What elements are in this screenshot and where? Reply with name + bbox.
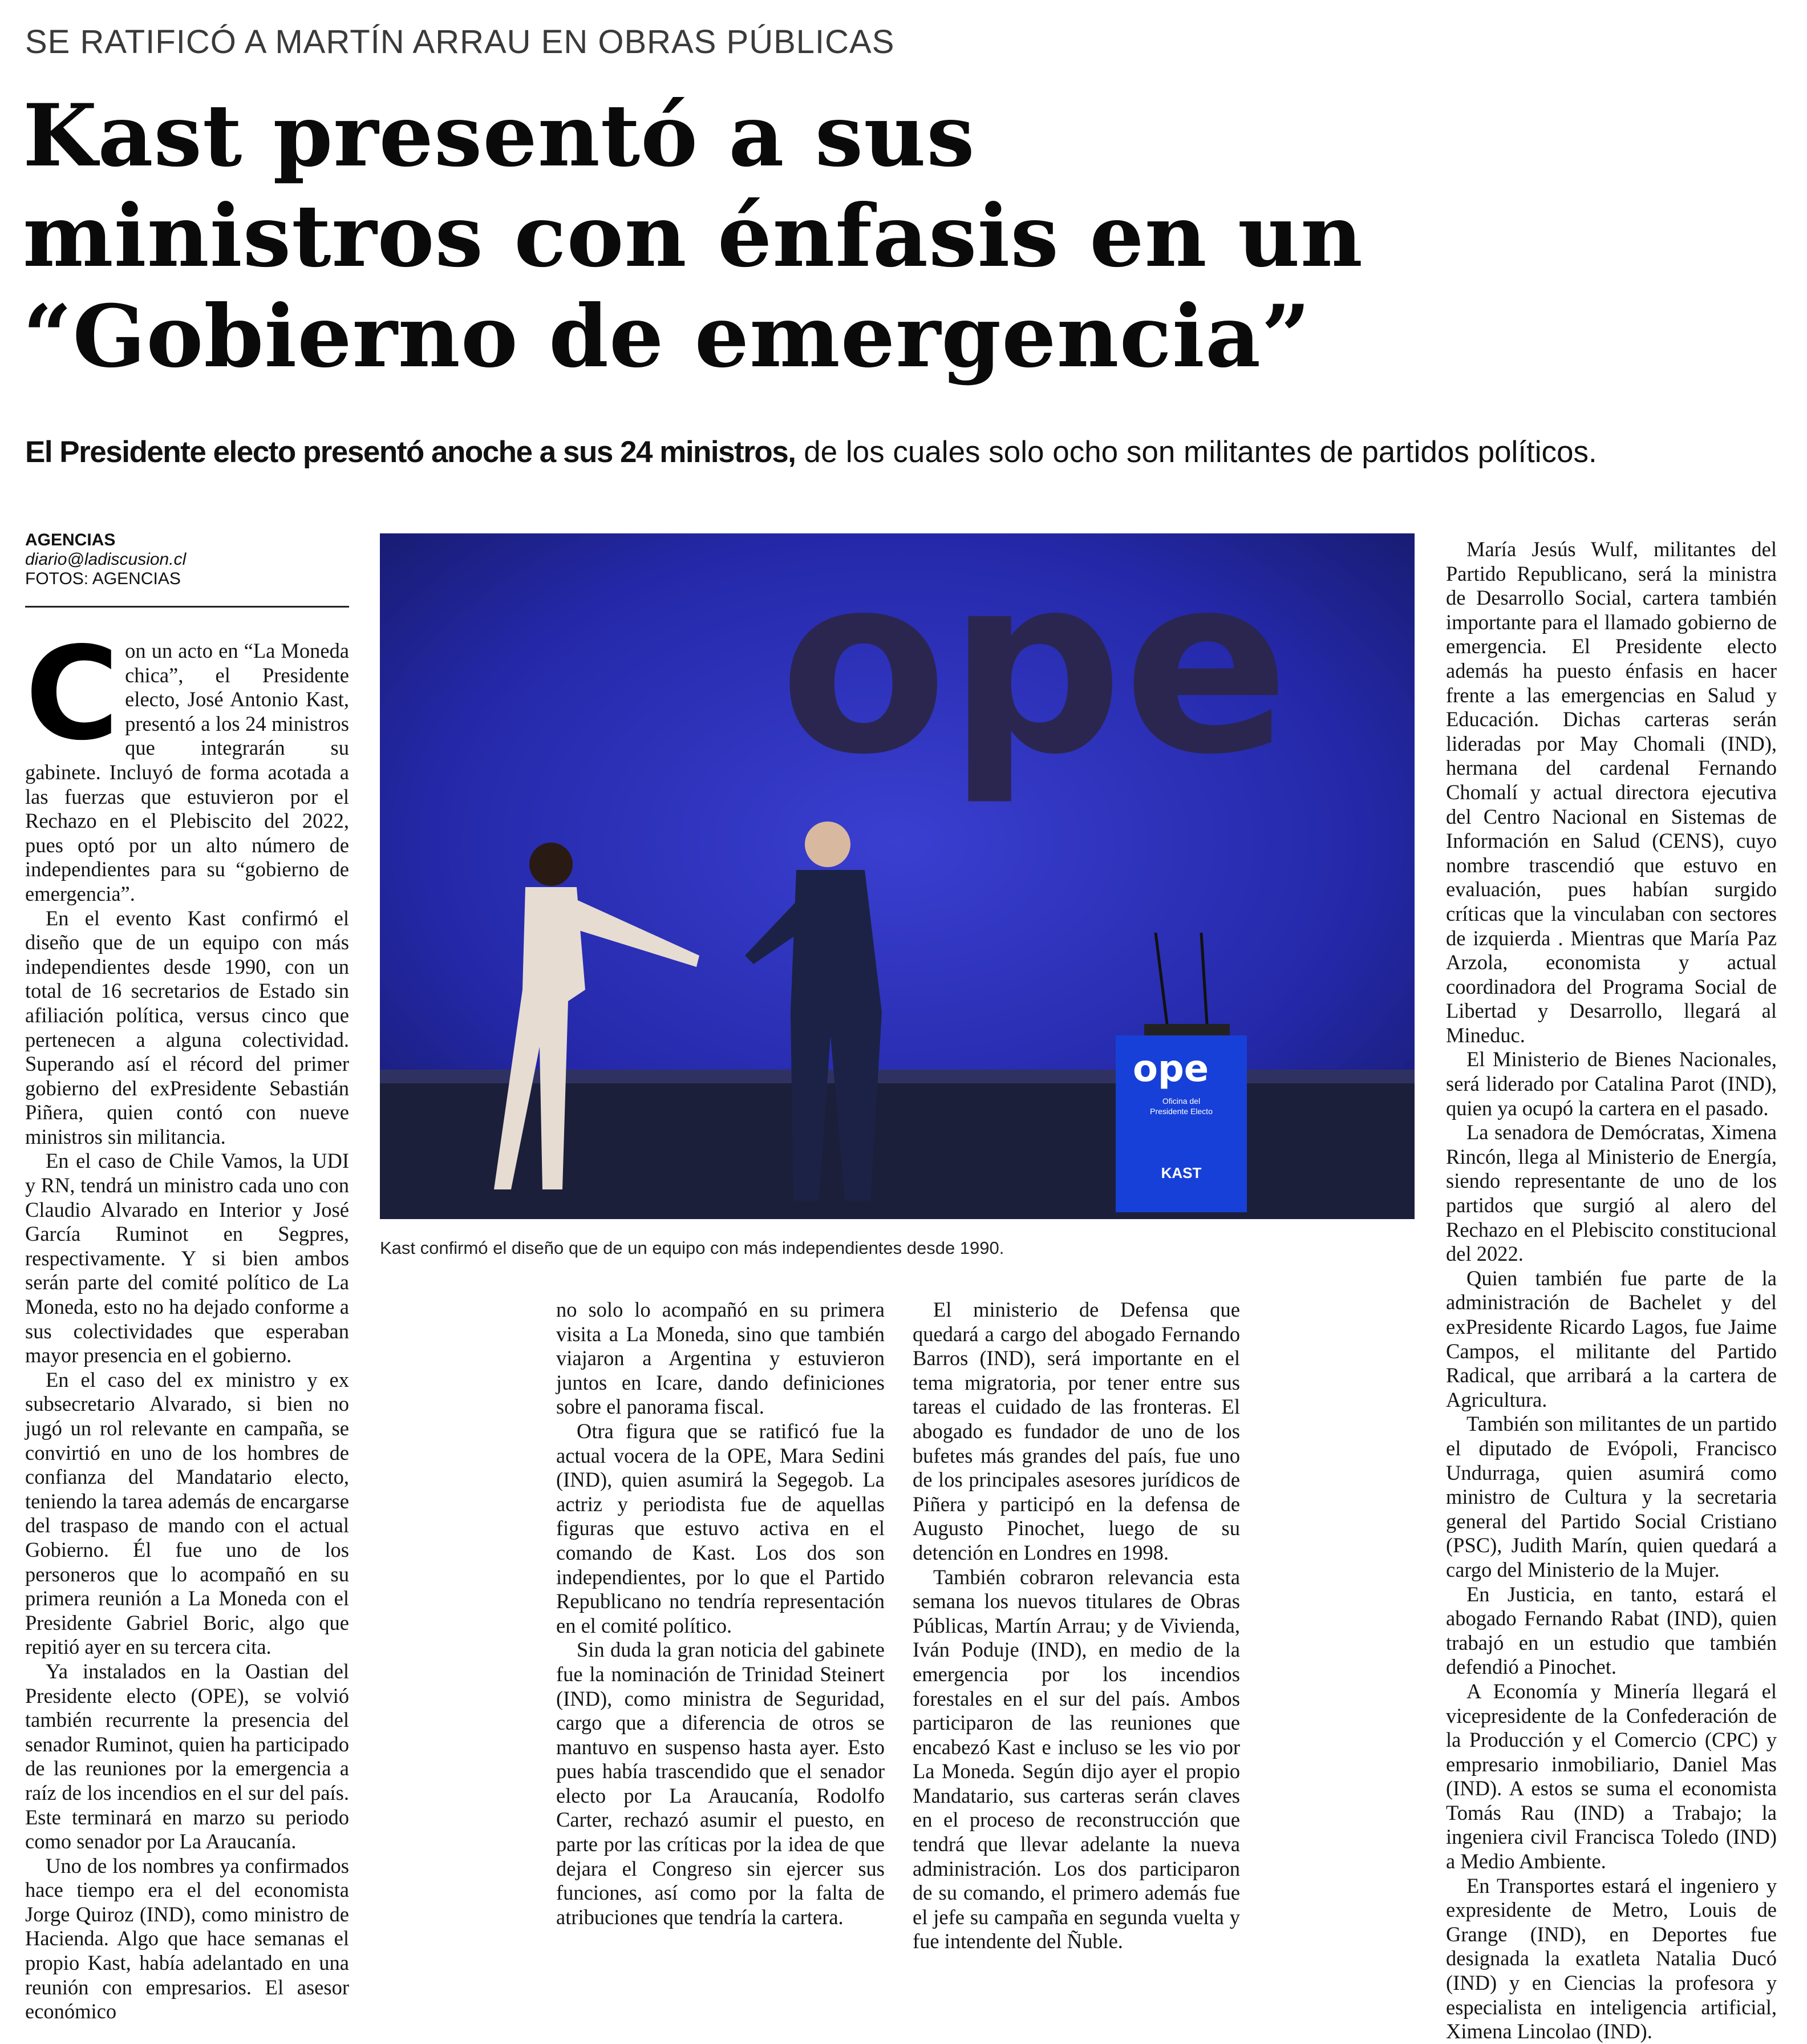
column-1 [25, 620, 349, 2024]
podium-line-2: Presidente Electo [1150, 1107, 1213, 1116]
column-4 [1446, 537, 1777, 2044]
kicker: SE RATIFICÓ A MARTÍN ARRAU EN OBRAS PÚBLICAS [25, 23, 895, 60]
paragraph: En Justicia, en tanto, estará el abogado Fernando Rabat (IND), quien trabajó en un estudio que también defendió a Pinochet. [1446, 1582, 1777, 1679]
photo-stage-scene [380, 533, 1415, 1219]
column-3 [913, 1298, 1240, 1954]
drop-cap: C [25, 620, 120, 769]
photo-caption: Kast confirmó el diseño que de un equipo con más independientes desde 1990. [380, 1238, 1004, 1258]
byline [25, 531, 349, 608]
backdrop-ope-text: ope [779, 533, 1290, 808]
paragraph: Quien también fue parte de la administración de Bachelet y del exPresidente Ricardo Lagos, fue Jaime Campos, el militante del Partido Radical, que arribará a la cartera de Agricultura. [1446, 1266, 1777, 1411]
paragraph: on un acto en “La Moneda chica”, el Presidente electo, José Antonio Kast, presentó a los 24 ministros que integrarán su gabinete. Incluyó de forma acotada a las fuerzas que estuvieron por el Rechazo en el Plebiscito del 2022, pues optó por un alto número de independientes para su “gobierno de emergencia”. [25, 639, 349, 905]
paragraph: También cobraron relevancia esta semana los nuevos titulares de Obras Públicas, Martín Arrau; y de Vivienda, Iván Poduje (IND), en medio de la emergencia por los incendios forestales en el sur del país. Ambos participaron de las reuniones que encabezó Kast e incluso se les vio por La Moneda. Según dijo ayer el propio Mandatario, sus carteras serán claves en el proceso de reconstrucción que tendrá que llevar adelante la nueva administración. Los dos participaron de su comando, el primero además fue el jefe su campaña en segunda vuelta y fue intendente del Ñuble. [913, 1565, 1240, 1953]
paragraph: Sin duda la gran noticia del gabinete fue la nominación de Trinidad Steinert (IND), como ministra de Seguridad, cargo que a diferencia de otros se mantuvo en suspenso hasta ayer. Esto pues había trascendido que el senador electo por La Araucanía, Rodolfo Carter, rechazó asumir el puesto, en parte por las críticas por la idea de que dejara el Congreso sin ejercer sus funciones, así como por la falta de atribuciones que tendría la cartera. [556, 1638, 885, 1929]
paragraph: no solo lo acompañó en su primera visita a La Moneda, sino que también viajaron a Argentina y estuvieron juntos en Icare, dando definiciones sobre el panorama fiscal. [556, 1298, 885, 1419]
column-2 [556, 1298, 885, 1929]
subheadline [25, 435, 1597, 469]
podium-line-1: Oficina del [1162, 1096, 1201, 1106]
headline [23, 86, 1363, 387]
subhead-bold: El Presidente electo presentó anoche a sus 24 ministros, [25, 435, 796, 469]
byline-email[interactable]: diario@ladiscusion.cl [25, 550, 187, 569]
paragraph: También son militantes de un partido el diputado de Evópoli, Francisco Undurraga, quien asumirá como ministro de Cultura y la secretaria general del Partido Social Cristiano (PSC), Judith Marín, quien quedará a cargo del Ministerio de la Mujer. [1446, 1412, 1777, 1581]
paragraph: El ministerio de Defensa que quedará a cargo del abogado Fernando Barros (IND), será importante en el tema migratoria, por tener entre sus tareas el cuidado de las fronteras. El abogado es fundador de uno de los bufetes más grandes del país, fue uno de los principales asesores jurídicos de Piñera y participó en la defensa de Augusto Pinochet, luego de su detención en Londres en 1998. [913, 1298, 1240, 1564]
paragraph: En el evento Kast confirmó el diseño que de un equipo con más independientes desde 1990, con un total de 16 secretarios de Estado sin afiliación política, versus cinco que pertenecen a alguna colectividad. Superando así el récord del primer gobierno del exPresidente Sebastián Piñera, quien contó con nueve ministros sin militancia. [25, 906, 349, 1148]
paragraph: En Transportes estará el ingeniero y expresidente de Metro, Louis de Grange (IND), en Deportes fue designada la exatleta Natalia Ducó (IND) y en Ciencias la profesora y especialista en inteligencia artificial, Ximena Lincolao (IND). [1446, 1873, 1777, 2043]
paragraph: A Economía y Minería llegará el vicepresidente de la Confederación de la Producción y el Comercio (CPC) y empresario inmobiliario, Daniel Mas (IND). A estos se suma el economista Tomás Rau (IND) a Trabajo; la ingeniera civil Francisca Toledo (IND) a Medio Ambiente. [1446, 1679, 1777, 1873]
podium-logo: ope [1133, 1048, 1209, 1090]
paragraph: El Ministerio de Bienes Nacionales, será liderado por Catalina Parot (IND), quien ya ocupó la cartera en el pasado. [1446, 1047, 1777, 1120]
subhead-regular: de los cuales solo ocho son militantes de partidos políticos. [795, 435, 1597, 469]
paragraph: Uno de los nombres ya confirmados hace tiempo era el del economista Jorge Quiroz (IND), como ministro de Hacienda. Algo que hace semanas el propio Kast, había adelantado en una reunión con empresarios. El asesor económico [25, 1853, 349, 2023]
article-photo [380, 533, 1415, 1219]
podium-brand: KAST [1161, 1164, 1202, 1181]
paragraph: María Jesús Wulf, militantes del Partido Republicano, será la ministra de Desarrollo Social, cartera también importante para el llamado gobierno de emergencia. El Presidente electo además ha puesto énfasis en hacer frente a las emergencias en Salud y Educación. Dichas carteras serán lideradas por May Chomali (IND), hermana del cardenal Fernando Chomalí y actual directora ejecutiva del Centro Nacional en Sistemas de Información en Salud (CENS), cuyo nombre trascendió que estuvo en evaluación, pues habían surgido críticas que la vinculaban con sectores de izquierda . Mientras que María Paz Arzola, economista y actual coordinadora del Programa Social de Libertad y Desarrollo, llegará al Mineduc. [1446, 537, 1777, 1047]
paragraph: La senadora de Demócratas, Ximena Rincón, llega al Ministerio de Energía, siendo representante de uno de los partidos que surgió al alero del Rechazo en el Plebiscito constitucional del 2022. [1446, 1120, 1777, 1266]
paragraph: En el caso de Chile Vamos, la UDI y RN, tendrá un ministro cada uno con Claudio Alvarado en Interior y José García Ruminot en Segpres, respectivamente. Y si bien ambos serán parte del comité político de La Moneda, esto no ha dejado conforme a sus colectividades que esperaban mayor presencia en el gobierno. [25, 1149, 349, 1367]
paragraph: En el caso del ex ministro y ex subsecretario Alvarado, si bien no jugó un rol relevante en campaña, se convirtió en uno de los hombres de confianza del Mandatario electo, teniendo la tarea además de encargarse del traspaso de mando con el actual Gobierno. Él fue uno de los personeros que lo acompañó en su primera reunión a La Moneda con el Presidente Gabriel Boric, algo que repitió ayer en su tercera cita. [25, 1367, 349, 1659]
byline-photos: FOTOS: AGENCIAS [25, 569, 181, 588]
byline-author: AGENCIAS [25, 531, 116, 549]
paragraph: Otra figura que se ratificó fue la actual vocera de la OPE, Mara Sedini (IND), quien asumirá la Segegob. La actriz y periodista fue de aquellas figuras que estuvo activa en el comando de Kast. Los dos son independientes, por lo que el Partido Republicano no tendría representación en el comité político. [556, 1419, 885, 1637]
headline-line-3: “Gobierno de emergencia” [23, 286, 1311, 387]
headline-line-2: ministros con énfasis en un [23, 186, 1364, 286]
headline-line-1: Kast presentó a sus [23, 86, 975, 186]
paragraph: Ya instalados en la Oastian del Presidente electo (OPE), se volvió también recurrente la presencia del senador Ruminot, quien ha participado de las reuniones por la emergencia a raíz de los incendios en el sur del país. Este terminará en marzo su periodo como senador por La Araucanía. [25, 1659, 349, 1853]
